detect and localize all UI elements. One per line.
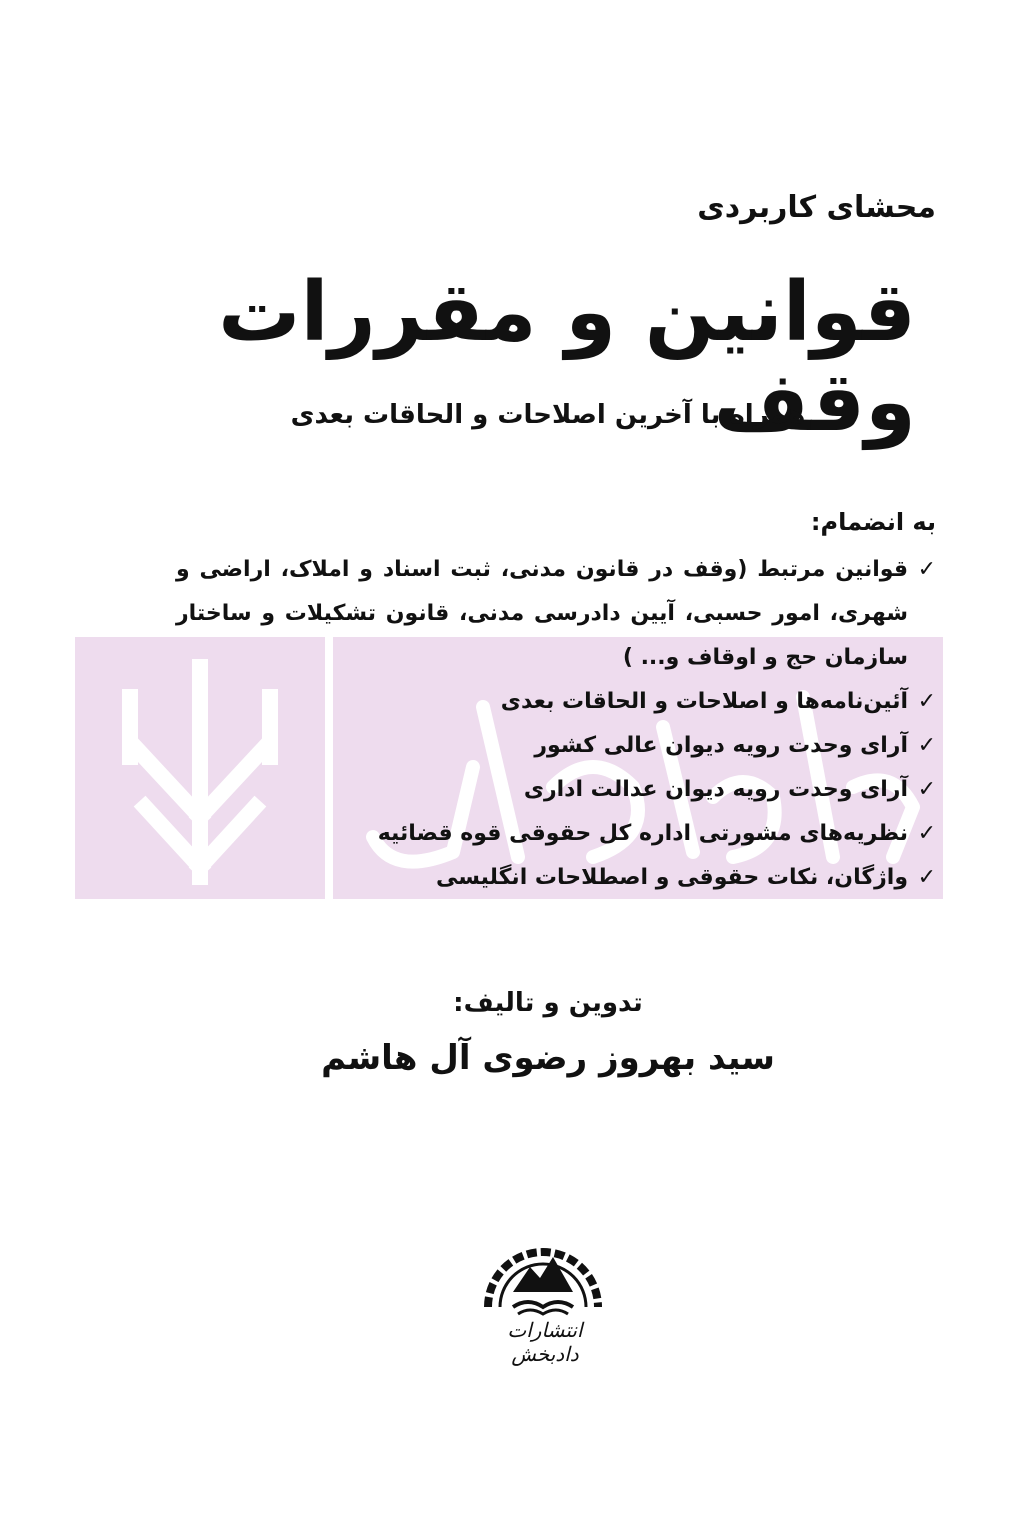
list-item-text: آرای وحدت رویه دیوان عالی کشور — [534, 733, 908, 758]
list-item — [176, 768, 936, 812]
list-item — [176, 812, 936, 856]
list-item — [176, 548, 936, 680]
annex-label: به انضمام: — [810, 508, 936, 536]
author-name: سید بهروز رضوی آل هاشم — [321, 1038, 775, 1078]
check-icon: ✓ — [917, 689, 936, 714]
page-title: قوانین و مقررات وقف — [218, 265, 916, 451]
list-item-text: آئین‌نامه‌ها و اصلاحات و الحاقات بعدی — [500, 689, 908, 714]
list-item — [176, 856, 936, 900]
list-item — [176, 680, 936, 724]
check-icon: ✓ — [917, 821, 936, 846]
list-item-text: واژگان، نکات حقوقی و اصطلاحات انگلیسی — [436, 865, 908, 890]
check-icon: ✓ — [917, 557, 936, 582]
mountain-book-arch-icon — [468, 1212, 618, 1322]
authoring-label: تدوین و تالیف: — [453, 988, 643, 1018]
check-icon: ✓ — [917, 733, 936, 758]
annex-list — [176, 548, 936, 900]
pre-title: محشای کاربردی — [697, 190, 936, 225]
check-icon: ✓ — [917, 865, 936, 890]
list-item-text: آرای وحدت رویه دیوان عدالت اداری — [523, 777, 908, 802]
list-item-text: قوانین مرتبط (وقف در قانون مدنی، ثبت اسناد و املاک، اراضی و شهری، امور حسبی، آیین دادرسی مدنی، قانون تشکیلات و ساختار سازمان حج و اوقاف و... ) — [176, 557, 908, 670]
list-item — [176, 724, 936, 768]
check-icon: ✓ — [917, 777, 936, 802]
publisher-name: انتشارات دادبخش — [507, 1318, 583, 1366]
subtitle: همراه با آخرین اصلاحات و الحاقات بعدی — [290, 400, 806, 430]
list-item-text: نظریه‌های مشورتی اداره کل حقوقی قوه قضائیه — [377, 821, 908, 846]
